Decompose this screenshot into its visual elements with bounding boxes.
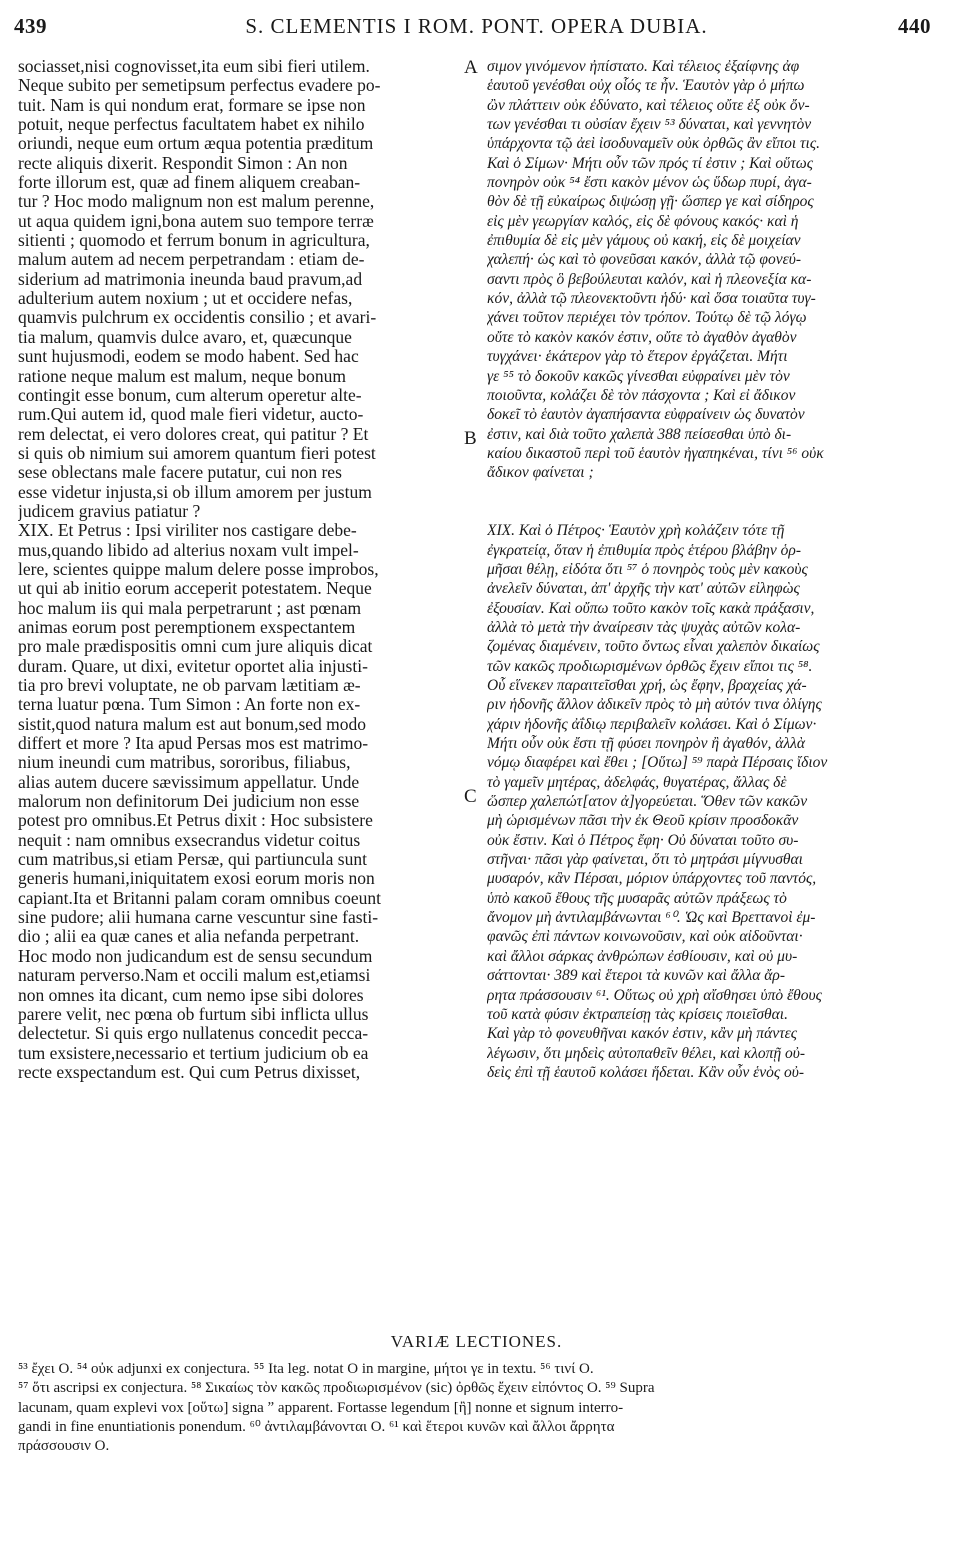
variant-note-line: ⁵⁷ ὅτι ascripsi ex conjectura. ⁵⁸ Σικαίως τὸν κακῶς προδιωρισμένον (sic) ὀρθῶς ἔχειν εἰπόντος O. ⁵⁹ Supra [18,1380,655,1397]
greek-text-line: σιμον γινόμενον ἠπίστατο. Καὶ τέλειος ἐξαίφνης ἀφ [487,58,800,75]
greek-text-line: τυγχάνει· ἑκάτερον γὰρ τὸ ἕτερον ἐργάζεται. Μήτι [487,348,788,366]
greek-text-line: μυσαρόν, κἂν Πέρσαι, μόριον ὑπάρχοντες τοῦ παντός, [487,870,817,888]
greek-text-line: ἄδικον φαίνεται ; [487,464,594,482]
variae-lectiones-heading: VARIÆ LECTIONES. [390,1332,563,1351]
page-number-right: 440 [898,14,931,38]
latin-text-line: tur ? Hoc modo malignum non est malum perenne, [18,192,375,212]
latin-text-line: tia pro brevi voluptate, ne ob parvam lætitiam æ- [18,676,361,695]
latin-text-line: mus,quando libido ad alterius noxam vult impel- [18,540,359,560]
latin-text-line: duram. Quare, ut dixi, evitetur oportet alia injusti- [18,656,368,676]
latin-text-line: terna luatur pœna. Tum Simon : An forte non ex- [18,695,361,715]
greek-text-line: πονηρὸν οὐκ ⁵⁴ ἔστι κακὸν μένον ὡς ὕδωρ πυρί, ἀγα- [487,174,812,192]
latin-text-line: nequit : nam omnibus exsecrandus videtur coitus [18,830,361,850]
latin-text-line: non omnes ita dicant, cum nemo ipse sibi dolores [18,985,364,1005]
greek-text-line: ρητα πράσσουσιν ⁶¹. Οὕτως οὐ χρὴ αἴσθησει ὑπὸ ἔθους [487,986,822,1004]
greek-text-line: φανῶς ἐπὶ πάντων κοινωνοῦσιν, καὶ οὐκ αἰδοῦνται· [487,928,803,946]
greek-text-line: Οὗ εἵνεκεν παραιτεῖσθαι χρή, ὡς ἔφην, βραχείας χά- [487,677,807,694]
greek-text-line: ὥσπερ χαλεπώτ[ατον ἀ]γορεύεται. Ὅθεν τῶν κακῶν [487,793,808,811]
latin-text-line: rem delectat, ei vero dolores creat, qui patitur ? Et [18,424,369,444]
greek-text-line: Καὶ γὰρ τὸ φονευθῆναι κακόν ἐστιν, κἂν μὴ πάντες [487,1025,798,1043]
latin-text-line: delectetur. Si quis ergo nullatenus concedit pecca- [18,1024,369,1044]
latin-text-line: Neque subito per semetipsum perfectus evadere po- [18,76,381,96]
variant-note-line: gandi in fine enuntiationis ponendum. ⁶⁰ ἀντιλαμβάνονται O. ⁶¹ καὶ ἕτεροι κυνῶν καὶ ἄλλοι ἄρρητα [18,1419,615,1436]
greek-text-line [487,483,937,502]
running-title: S. CLEMENTIS I ROM. PONT. OPERA DUBIA. [245,14,708,38]
latin-text-line: ut aqua quidem igni,bona autem suo tempore terræ [18,211,374,231]
greek-text-line: μῆσαι θέλῃ, εἰδότα ὅτι ⁵⁷ ὁ πονηρὸς τοὺς μὲν κακοὺς [487,560,808,578]
latin-text-line: capiant.Ita et Britanni palam coram omnibus coeunt [18,888,382,908]
latin-text-line: recte exspectandum est. Qui cum Petrus dixisset, [18,1062,361,1082]
greek-text-line: δοκεῖ τὸ ἑαυτὸν ἀγαπήσαντα εὐφραίνειν ὡς δυνατὸν [487,406,805,424]
latin-text-line: rum.Qui autem id, quod male fieri videtur, aucto- [18,405,364,425]
latin-text-line: oriundi, neque eum ortum æqua potentia præditum [18,134,374,154]
latin-text-line: generis humani,iniquitatem exosi eorum moris non [18,869,375,889]
greek-text-line: κόν, ἀλλὰ τῷ πλεονεκτοῦντι ἡδύ· καὶ ὅσα τοιαῦτα τυγ- [487,290,816,308]
latin-text-line: Hoc modo non judicandum est de sensu secundum [18,946,373,966]
greek-text-line: τοῦ κατὰ φύσιν ἐκτραπείσῃ τὰς κρίσεις ποιεῖσθαι. [487,1005,788,1023]
latin-text-line: ut qui ab initio eorum acceperit potestatem. Neque [18,579,372,599]
greek-text-line: οὐκ ἔστιν. Καὶ ὁ Πέτρος ἔφη· Οὐ δύναται τοῦτο συ- [487,831,799,849]
latin-text-line: cum matribus,si etiam Persæ, qui partiuncula sunt [18,850,367,870]
greek-text-line [487,502,937,521]
running-header [0,14,953,44]
latin-text-line: esse videtur injusta,si ob illum amorem per justum [18,482,372,502]
latin-text-line: sunt hujusmodi, eodem se modo habent. Sed hac [18,347,359,367]
greek-text-line: ὑπάρχοντα τῷ ἀεὶ ἰσοδυναμεῖν οὐκ ὀρθῶς ἂν εἴποι τις. [487,135,821,153]
latin-text-line: potest pro omnibus.Et Petrus dixit : Hoc subsistere [18,811,373,831]
latin-text-line: sitienti ; quomodo et ferrum bonum in agricultura, [18,231,370,251]
latin-text-line: judicem gravius patiatur ? [18,501,201,521]
greek-text-line: λέγωσιν, ὅτι μηδεὶς αὐτοπαθεῖν θέλει, καὶ κλοπῇ οὐ- [487,1044,806,1062]
page-number-left: 439 [14,14,47,38]
greek-text-line: των γενέσθαι τι οὐσίαν ἔχειν ⁵³ δύναται, καὶ γεννητὸν [487,116,812,134]
latin-text-line: naturam perverso.Nam et occili malum est,etiamsi [18,966,371,986]
latin-text-line: dio ; alii ea quæ canes et alia nefanda perpetrant. [18,927,360,947]
latin-text-line: parere velit, nec pœna ob furtum sibi inflicta ullus [18,1004,369,1024]
latin-column [18,57,463,1082]
greek-text-line: καίου δικαστοῦ περὶ τοῦ ἑαυτὸν ἠγαπηκέναι, τίνι ⁵⁶ οὐκ [487,444,824,462]
latin-text-line: quamvis pulchrum ex occidentis consilio ; et avari- [18,308,377,328]
greek-text-line: ὑπὸ κακοῦ ἔθους τῆς μυσαρᾶς αὐτῶν πράξεως τὸ [487,889,787,907]
greek-text-line: Καὶ ὁ Σίμων· Μήτι οὖν τῶν πρός τί ἐστιν ; Καὶ οὕτως [487,154,813,172]
greek-text-line: τὸ γαμεῖν μητέρας, ἀδελφάς, θυγατέρας, ἄλλας δὲ [487,773,787,791]
greek-text-line: ἐπιθυμία δὲ εἰς μὲν γάμους οὐ κακή, εἰς δὲ μοιχείαν [487,232,801,250]
latin-text-line: pro male prædispositis omni cum jure aliquis dicat [18,637,373,657]
greek-text-line: δεὶς ἐπὶ τῇ ἑαυτοῦ κολάσει ἥδεται. Κἂν οὖν ἑνὸς οὐ- [487,1063,805,1081]
latin-text-line: tia malum, quamvis dulce avaro, et, quæcunque [18,327,352,347]
greek-text-line: θὸν δὲ τῇ εὐκαίρως διψώσῃ γῇ· ὥσπερ γε καὶ σίδηρος [487,193,814,211]
greek-text-line: ριν ἡδονῆς ἄλλον ἀδικεῖν πρὸς τὸ μὴ αὐτόν τινα ὀλίγης [487,696,822,714]
latin-text-line: sine pudore; alii humana carne vescuntur sine fasti- [18,908,379,928]
greek-text-line: νόμῳ διαφέρει καὶ ἔθει ; [Οὕτω] ⁵⁹ παρὰ Πέρσαις ἴδιον [487,754,828,772]
latin-text-line: hoc malum iis qui mala perpetrarunt ; ast pœnam [18,598,362,618]
margin-mark-c: C [464,786,477,807]
latin-text-line: alias autem ducere sævissimum appellatur. Unde [18,772,360,792]
latin-text-line: sistit,quod natura malum est aut bonum,sed modo [18,714,367,734]
latin-text-line: siderium ad matrimonia ineunda baud pravum,ad [18,269,363,289]
greek-text-line: Μήτι οὖν οὐκ ἔστι τῇ φύσει πονηρὸν ἢ ἀγαθόν, ἀλλὰ [487,735,806,753]
greek-text-line: ὢν πλάττειν οὐκ ἐδύνατο, καὶ τέλειος οὔτε ἐξ οὐκ ὄν- [487,96,810,114]
greek-text-line: χαλεπή· ὡς καὶ τὸ φονεῦσαι κακόν, ἀλλὰ τῷ φονεύ- [487,251,802,269]
latin-text-line: recte aliquis dixerit. Respondit Simon : An non [18,153,348,173]
latin-text-line: potuit, neque perfectus facultatem habet ex nihilo [18,115,365,135]
variae-lectiones-notes [18,1360,933,1457]
greek-text-line: ἄνομον μὴ ἀντιλαμβάνωνται ⁶⁰. Ὡς καὶ Βρεττανοὶ ἐμ- [487,909,816,927]
greek-text-line: XIX. Καὶ ὁ Πέτρος· Ἑαυτὸν χρὴ κολάζειν τότε τῇ [487,522,785,540]
latin-text-line: sese oblectans male facere putatur, cui non res [18,463,342,483]
latin-text-line: sociasset,nisi cognovisset,ita eum sibi fieri utilem. [18,57,370,76]
latin-text-line: forte illorum est, quæ ad finem aliquem creaban- [18,173,361,193]
greek-text-line: τῶν κακῶς προδιωρισμένων ὀρθῶς ἔχειν εἴποι τις ⁵⁸. [487,657,813,675]
greek-text-line: σαντι πρὸς ὃ βεβούλευται καλόν, καὶ ἡ πλεονεξία κα- [487,270,812,288]
greek-text-line: ζομένας διαμένειν, τοῦτο ὄντως εἶναι χαλεπὸν δικαίως [487,638,820,656]
greek-text-line: ἀλλὰ τὸ μετὰ τὴν ἀναίρεσιν τὰς ψυχὰς αὐτῶν κολα- [487,618,801,636]
margin-mark-b: B [464,428,477,449]
latin-text-line: XIX. Et Petrus : Ipsi viriliter nos castigare debe- [18,521,357,541]
greek-text-line: σάττονται· 389 καὶ ἕτεροι τὰ κυνῶν καὶ ἄλλα ἄρ- [487,967,786,985]
variant-note-line: ⁵³ ἔχει O. ⁵⁴ οὐκ adjunxi ex conjectura. ⁵⁵ Ita leg. notat O in margine, μήτοι γε in textu. ⁵⁶ τινί O. [18,1361,594,1377]
greek-text-line: εἰς μὲν γεωργίαν καλός, εἰς δὲ φόνους κακός· καὶ ἡ [487,212,799,230]
greek-text-line: γε ⁵⁵ τὸ δοκοῦν κακῶς γίνεσθαι εὐφραίνει μὲν τὸν [487,367,790,385]
latin-text-line: differt et more ? Ita apud Persas mos est matrimo- [18,734,369,754]
greek-text-line: καὶ ἄλλοι σάρκας ἀνθρώπων ἐσθίουσιν, καὶ οὐ μυ- [487,947,798,965]
greek-text-line: ἐξουσίαν. Καὶ οὔπω τοῦτο κακὸν τοῖς κακὰ πράξασιν, [487,599,815,617]
latin-text-line: tuit. Nam is qui nondum erat, formare se ipse non [18,95,366,115]
latin-text-line: si quis ob nimium sui amorem quantum fieri potest [18,443,376,463]
latin-text-line: malum autem ad necem perpetrandam : etiam de- [18,250,365,270]
latin-text-line: lere, scientes quippe malum delere posse improbos, [18,559,379,579]
greek-text-line: χάριν ἡδονῆς ἀΐδιῳ περιβαλεῖν κολάσει. Καὶ ὁ Σίμων· [487,715,817,733]
variant-note-line: πράσσουσιν O. [18,1438,110,1455]
greek-text-line: μὴ ὡρισμένων πᾶσι τὴν ἐκ Θεοῦ κρίσιν προσδοκᾶν [487,812,799,830]
margin-mark-a: A [464,57,478,78]
greek-text-line: ἀνελεῖν δύναται, ἀπ' ἀρχῆς τὴν κατ' αὐτῶν εἰληφὼς [487,580,800,598]
greek-text-line: ἐστιν, καὶ διὰ τοῦτο χαλεπὰ 388 πείσεσθαι ὑπὸ δι- [487,425,792,443]
latin-text-line: ratione neque malum est malum, neque bonum [18,366,347,386]
greek-text-line: χάνει τοῦτον περιέχει τὸν τρόπον. Τούτῳ δὲ τῷ λόγῳ [487,309,807,327]
variant-note-line: lacunam, quam explevi vox [οὕτω] signa ˮ apparent. Fortasse legendum [ἢ] nonne et signum interro- [18,1399,624,1416]
latin-text-line: nium ineundi cum matribus, sororibus, filiabus, [18,753,351,773]
latin-text-line: malorum non definitorum Dei judicium non esse [18,792,360,812]
greek-text-line: ἐγκρατείᾳ, ὅταν ἡ ἐπιθυμία πρὸς ἑτέρου βλάβην ὁρ- [487,541,801,559]
greek-text-line: ἑαυτοῦ γενέσθαι οὐχ οἷός τε ἦν. Ἑαυτὸν γὰρ ὁ μήπω [487,77,805,95]
greek-text-line: ποιοῦντα, κολάζει δὲ τὸν πάσχοντα ; Καὶ εἰ ἄδικον [487,386,796,404]
greek-text-line: οὔτε τὸ κακὸν κακόν ἐστιν, οὔτε τὸ ἀγαθὸν ἀγαθὸν [487,328,797,346]
latin-text-line: contingit esse bonum, cum alterum operetur alte- [18,385,362,405]
greek-column [487,57,937,1082]
greek-text-line: στῆναι· πᾶσι γὰρ φαίνεται, ὅτι τὸ μητράσι μίγνυσθαι [487,851,803,869]
latin-text-line: adulterium autem noxium ; ut et occidere nefas, [18,289,353,309]
latin-text-line: animas eorum post peremptionem exspectantem [18,617,356,637]
latin-text-line: tum exsistere,necessario et tertium judicium ob ea [18,1043,369,1063]
